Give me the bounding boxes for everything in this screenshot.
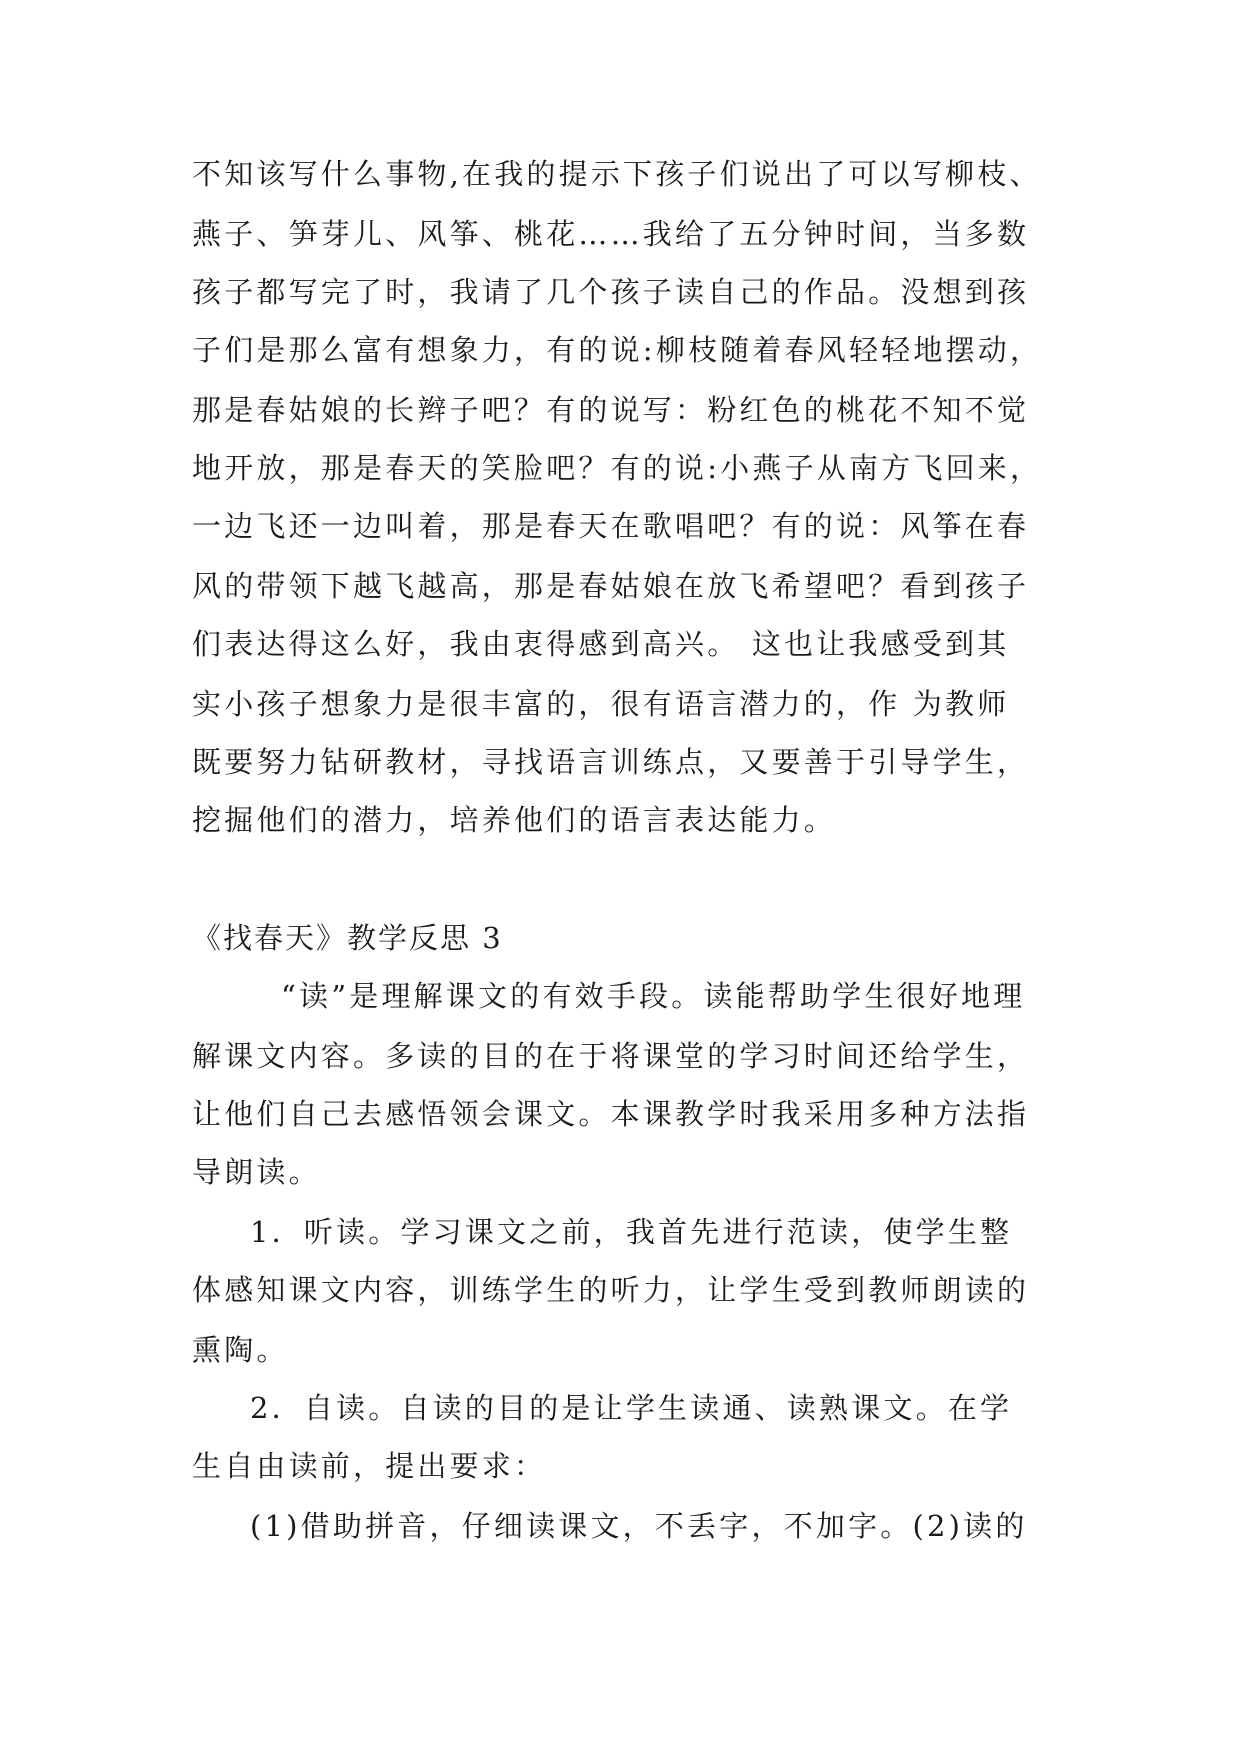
paragraph-line: 解课文内容。多读的目的在于将课堂的学习时间还给学生， (192, 1039, 1030, 1073)
paragraph-line: 风的带领下越飞越高，那是春姑娘在放飞希望吧？看到孩子 (192, 569, 1030, 603)
paragraph-line: 1．听读。学习课文之前，我首先进行范读，使学生整 (250, 1215, 1013, 1249)
paragraph-line: 挖掘他们的潜力，培养他们的语言表达能力。 (192, 803, 837, 837)
paragraph-line: 那是春姑娘的长辫子吧？有的说写：粉红色的桃花不知不觉 (192, 393, 1030, 427)
paragraph-line: 不知该写什么事物,在我的提示下孩子们说出了可以写柳枝、 (192, 157, 1042, 191)
paragraph-line: 导朗读。 (192, 1155, 321, 1189)
paragraph-line: 孩子都写完了时，我请了几个孩子读自己的作品。没想到孩 (192, 275, 1030, 309)
paragraph-line: 地开放，那是春天的笑脸吧？有的说:小燕子从南方飞回来， (192, 451, 1043, 485)
paragraph-line: 一边飞还一边叫着，那是春天在歌唱吧？有的说：风筝在春 (192, 509, 1030, 543)
paragraph-line: 让他们自己去感悟领会课文。本课教学时我采用多种方法指 (192, 1097, 1030, 1131)
paragraph-line: (1)借助拼音，仔细读课文，不丢字，不加字。(2)读的 (250, 1509, 1028, 1543)
paragraph-line: 实小孩子想象力是很丰富的，很有语言潜力的，作 为教师 (192, 687, 1010, 721)
paragraph-line: 既要努力钻研教材，寻找语言训练点，又要善于引导学生， (192, 745, 1030, 779)
paragraph-line: “读”是理解课文的有效手段。读能帮助学生很好地理 (281, 979, 1026, 1013)
paragraph-line: 体感知课文内容，训练学生的听力，让学生受到教师朗读的 (192, 1273, 1030, 1307)
paragraph-line: 子们是那么富有想象力，有的说:柳枝随着春风轻轻地摆动， (192, 333, 1043, 367)
paragraph-line: 生自由读前，提出要求： (192, 1449, 547, 1483)
paragraph-line: 燕子、笋芽儿、风筝、桃花……我给了五分钟时间，当多数 (192, 217, 1030, 251)
section-title: 《找春天》教学反思 3 (192, 921, 503, 955)
paragraph-line: 2．自读。自读的目的是让学生读通、读熟课文。在学 (250, 1391, 1013, 1425)
paragraph-line: 熏陶。 (192, 1333, 289, 1367)
paragraph-line: 们表达得这么好，我由衷得感到高兴。 这也让我感受到其 (192, 627, 1010, 661)
